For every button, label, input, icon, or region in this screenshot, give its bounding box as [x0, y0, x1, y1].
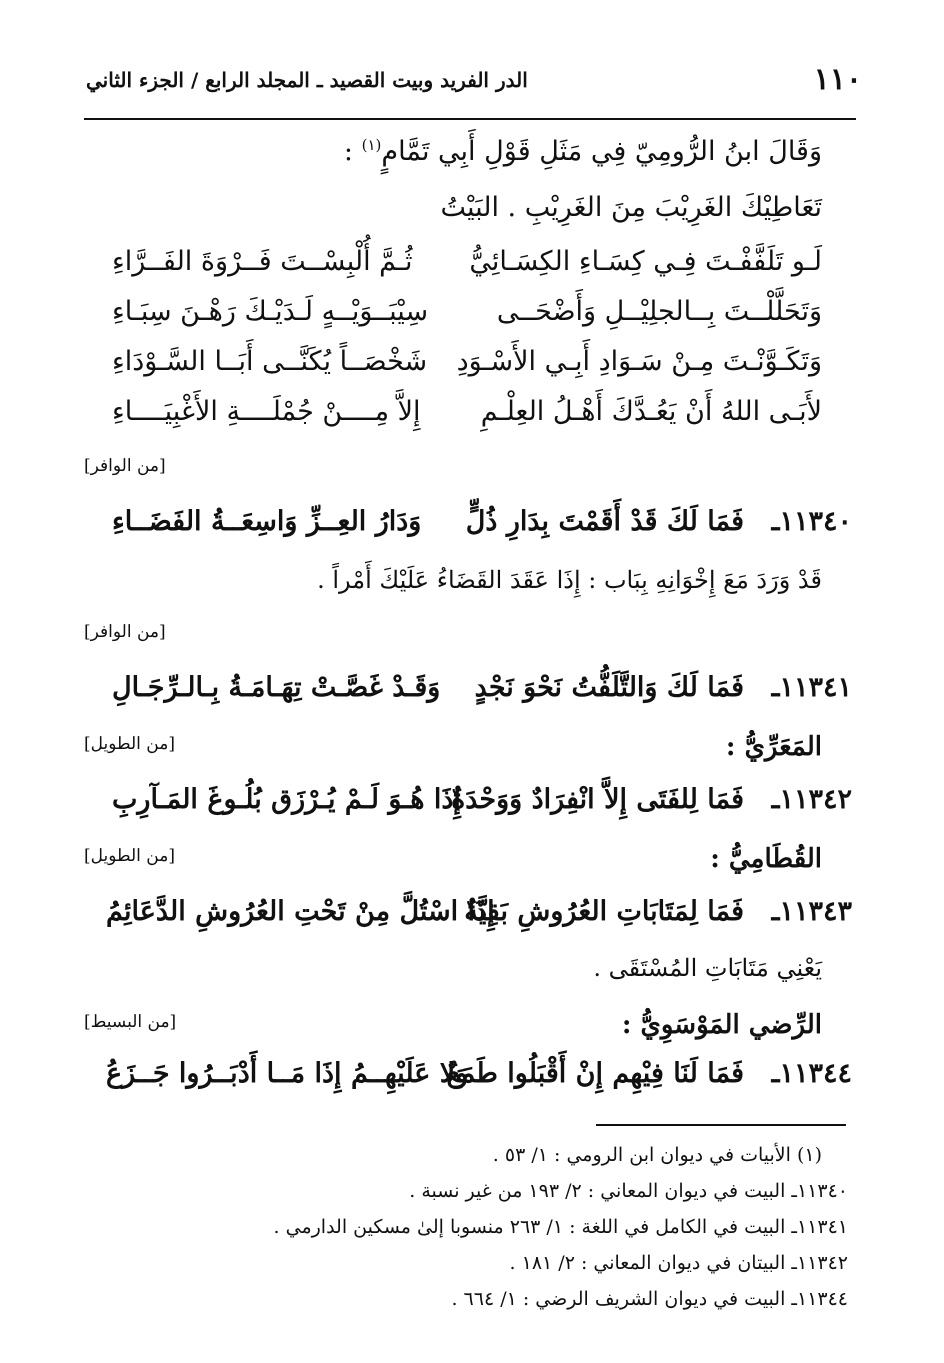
- poet-name: القُطَامِيُّ :: [710, 844, 822, 874]
- poem-line-1-left: ثُـمَّ أُلْبِسْــتَ فَــرْوَةَ الفَــرَّاءِ: [112, 246, 413, 277]
- verse-number: ١١٣٤٤ـ: [771, 1058, 852, 1089]
- verse-left-hemistich: وَقَـدْ غَصَّـتْ تِهَـامَـةُ بِـالـرِّجَـالِ: [112, 672, 441, 703]
- verse-number: ١١٣٤١ـ: [771, 672, 852, 703]
- verse-right-hemistich: فَمَا لَنَا فِيْهِم إِنْ أَقْبَلُوا طَمَعٌ: [446, 1058, 744, 1089]
- running-title: الدر الفريد وبيت القصيد ـ المجلد الرابع / الجزء الثاني: [86, 68, 528, 92]
- meter-label: [من الوافر]: [84, 456, 166, 476]
- verse-right-hemistich: فَمَا لَكَ قَدْ أَقَمْتَ بِدَارِ ذُلٍّ: [465, 506, 744, 537]
- verse-number: ١١٣٤٢ـ: [771, 784, 852, 815]
- verse-left-hemistich: إِذَا هُـوَ لَـمْ يُـرْزَق بُلُـوغَ المَـآرِبِ: [112, 784, 461, 815]
- footnote-11340: ١١٣٤٠ـ البيت في ديوان المعاني : ٢/ ١٩٣ من غير نسبة .: [409, 1180, 848, 1202]
- footnote-11344: ١١٣٤٤ـ البيت في ديوان الشريف الرضي : ١/ ٦٦٤ .: [451, 1288, 848, 1310]
- poet-name: المَعَرِّيُّ :: [725, 732, 822, 762]
- verse-right-hemistich: فَمَا لِمَتَابَاتِ العُرُوشِ بَقِيَّةٌ: [464, 896, 744, 927]
- intro-line-2: تَعَاطِيْكَ الغَرِيْبَ مِنَ الغَرِيْبِ . البَيْتُ: [440, 192, 822, 223]
- note-1343: يَعْنِي مَتَابَاتِ المُسْتَقَى .: [593, 954, 822, 982]
- footnote-mark: (١): [361, 136, 382, 154]
- poem-line-2-left: سِيْبَــوَيْــهٍ لَـدَيْـكَ رَهْـنَ سِبَـاءِ: [112, 296, 429, 327]
- poem-line-4-right: لأَبَـى اللهُ أَنْ يَعُـدَّكَ أَهْـلُ العِلْـمِ: [480, 396, 822, 427]
- poet-name: الرِّضي المَوْسَوِيُّ :: [621, 1010, 822, 1040]
- intro-line-1: [344, 136, 822, 167]
- footnote-rule: [596, 1124, 846, 1126]
- header-rule: [84, 118, 856, 120]
- meter-label: [من الطويل]: [84, 734, 175, 754]
- meter-label: [من البسيط]: [84, 1012, 177, 1032]
- page-number: ١١٠: [813, 62, 862, 97]
- verse-left-hemistich: إِذَا اسْتُلَّ مِنْ تَحْتِ العُرُوشِ الدَّعَائِمُ: [106, 896, 495, 927]
- meter-label: [من الطويل]: [84, 846, 175, 866]
- verse-left-hemistich: وَدَارُ العِــزِّ وَاسِعَــةُ الفَضَــاءِ: [112, 506, 422, 537]
- intro-line-1-text: وَقَالَ ابنُ الرُّومِيّ فِي مَثَلِ قَوْلِ أَبِي تَمَّامٍ: [381, 136, 822, 167]
- poem-line-1-right: لَـو تَلَفَّفْـتَ فِـي كِسَـاءِ الكِسَـائِيُّ: [469, 246, 822, 277]
- verse-right-hemistich: فَمَا لَكَ وَالتَّلَفُّتُ نَحْوَ نَجْدٍ: [474, 672, 744, 703]
- poem-line-3-left: شَخْصَــاً يُكَنَّــى أَبَــا السَّـوْدَاءِ: [112, 346, 428, 377]
- verse-left-hemistich: وَلا عَلَيْهِــمُ إِذَا مَــا أَدْبَــرُوا جَــزَعُ: [106, 1058, 469, 1089]
- footnote-11342: ١١٣٤٢ـ البيتان في ديوان المعاني : ٢/ ١٨١ .: [509, 1252, 848, 1274]
- verse-number: ١١٣٤٠ـ: [771, 506, 852, 537]
- footnote-1: (١) الأبيات في ديوان ابن الرومي : ١/ ٥٣ .: [492, 1144, 822, 1166]
- verse-right-hemistich: فَمَا لِلفَتَى إِلاَّ انْفِرَادٌ وَوَحْدَةٌ: [451, 784, 744, 815]
- poem-line-4-left: إِلاَّ مِــــنْ جُمْلَــــةِ الأَغْبِيَــــاءِ: [112, 396, 421, 427]
- footnote-11341: ١١٣٤١ـ البيت في الكامل في اللغة : ١/ ٢٦٣ منسوبا إلىٰ مسكين الدارمي .: [273, 1216, 848, 1238]
- intro-line-1-end: :: [343, 136, 362, 167]
- poem-line-3-right: وَتَكَـوَّنْـتَ مِـنْ سَـوَادِ أَبِـي الأَسْـوَدِ: [456, 346, 822, 377]
- meter-label: [من الوافر]: [84, 622, 166, 642]
- note-1340: قَدْ وَرَدَ مَعَ إِخْوَانِهِ بِبَاب : إِذَا عَقَدَ القَضَاءُ عَلَيْكَ أَمْراً .: [317, 566, 822, 594]
- poem-line-2-right: وَتَحَلَّلْــتَ بِــالجلِيْــلِ وَأَضْحَــى: [496, 296, 822, 327]
- verse-number: ١١٣٤٣ـ: [771, 896, 852, 927]
